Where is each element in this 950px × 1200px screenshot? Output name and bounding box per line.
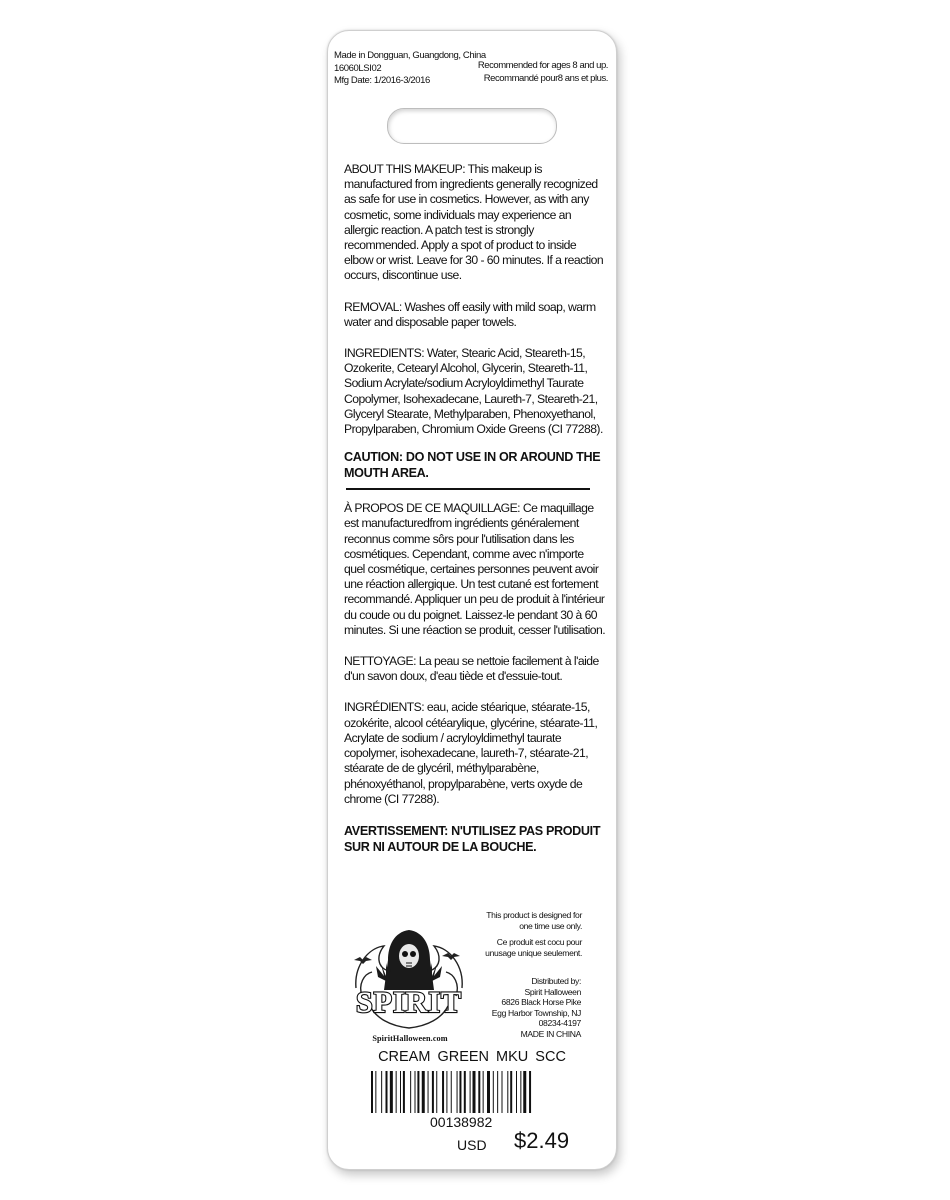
about-makeup-fr: À PROPOS DE CE MAQUILLAGE: Ce maquillage est manufacturedfrom ingrédients généralement reconnus comme sôrs pour l'utilisation dans les cosmétiques. Cependant, comme avec n'importe quel cosmétique, certaines personnes peuvent avoir une réaction allergique. Un test cutané est fortement recommandé. Appliquer un peu de produit à l'intérieur du coude ou du poignet. Laissez-le pendant 30 à 60 minutes. Si une réaction se produit, cesser l'utilisation. [344,501,606,637]
distributor-zip: 08234-4197 [538,1018,581,1028]
barcode-icon [371,1071,569,1113]
product-card-back [327,30,617,1170]
currency-label: USD [457,1137,487,1153]
age-recommendation-fr: Recommandé pour8 ans et plus. [483,72,608,84]
sku-number: 00138982 [430,1114,493,1130]
price-tag: $2.49 [514,1128,570,1153]
section-divider [346,488,590,490]
single-use-en: This product is designed for one time use only. [486,910,582,931]
distributor-street: 6826 Black Horse Pike [501,997,581,1007]
manufacturing-info [334,50,484,88]
lot-code-text: 16060LSI02 [334,62,382,74]
about-makeup-en: ABOUT THIS MAKEUP: This makeup is manufactured from ingredients generally recognized as safe for use in cosmetics. However, as with any cosmetic, some individuals may experience an allergic reaction. A patch test is strongly recommended. Apply a spot of product to inside elbow or wrist. Leave for 30 - 60 minutes. If a reaction occurs, discontinue use. [344,162,604,283]
product-info-text [344,162,606,855]
single-use-fr: Ce produit est cocu pour unusage unique seulement. [485,937,582,958]
age-recommendation [468,60,608,85]
cleaning-fr: NETTOYAGE: La peau se nettoie facilement à l'aide d'un savon doux, d'eau tiède et d'essuie-tout. [344,654,599,684]
ingredients-en: INGREDIENTS: Water, Stearic Acid, Steareth-15, Ozokerite, Cetearyl Alcohol, Glycerin, Steareth-11, Sodium Acrylate/sodium Acryloyldimethyl Taurate Copolymer, Isohexadecane, Laureth-7, Steareth-21, Glyceryl Stearate, Methylparaben, Phenoxyethanol, Propylparaben, Chromium Oxide Greens (CI 77288). [344,346,603,437]
made-in-text: Made in Dongguan, Guangdong, China [334,50,486,61]
warning-fr: AVERTISSEMENT: N'UTILISEZ PAS PRODUIT SUR NI AUTOUR DE LA BOUCHE. [344,823,601,854]
spirit-halloween-logo [350,926,468,1036]
product-code: CREAM GREEN MKU SCC [378,1049,566,1065]
ingredients-fr: INGRÉDIENTS: eau, acide stéarique, stéarate-15, ozokérite, alcool cétéarylique, glycérine, stéarate-11, Acrylate de sodium / acryloyldimethyl taurate copolymer, isohexadecane, laureth-7, stéarate-21, stéarate de de glycéril, méthylparabène, phénoxyéthanol, propylparabène, verts oxyde de chrome (CI 77288). [344,700,598,806]
removal-en: REMOVAL: Washes off easily with mild soap, warm water and disposable paper towels. [344,299,596,329]
distributor-name: Spirit Halloween [524,986,581,997]
website-url: SpiritHalloween.com [372,1034,448,1043]
distributor-info [471,976,581,1039]
logo-wordmark: SPIRIT [355,986,463,1019]
made-in-china: MADE IN CHINA [520,1028,581,1039]
mfg-date-text: Mfg Date: 1/2016-3/2016 [334,75,430,86]
caution-en: CAUTION: DO NOT USE IN OR AROUND THE MOUTH AREA. [344,450,601,481]
distributor-city: Egg Harbor Township, NJ [491,1007,581,1018]
single-use-notice [472,910,582,964]
age-recommendation-en: Recommended for ages 8 and up. [477,60,608,71]
distributor-label: Distributed by: [531,976,581,986]
hang-hole [387,108,557,144]
